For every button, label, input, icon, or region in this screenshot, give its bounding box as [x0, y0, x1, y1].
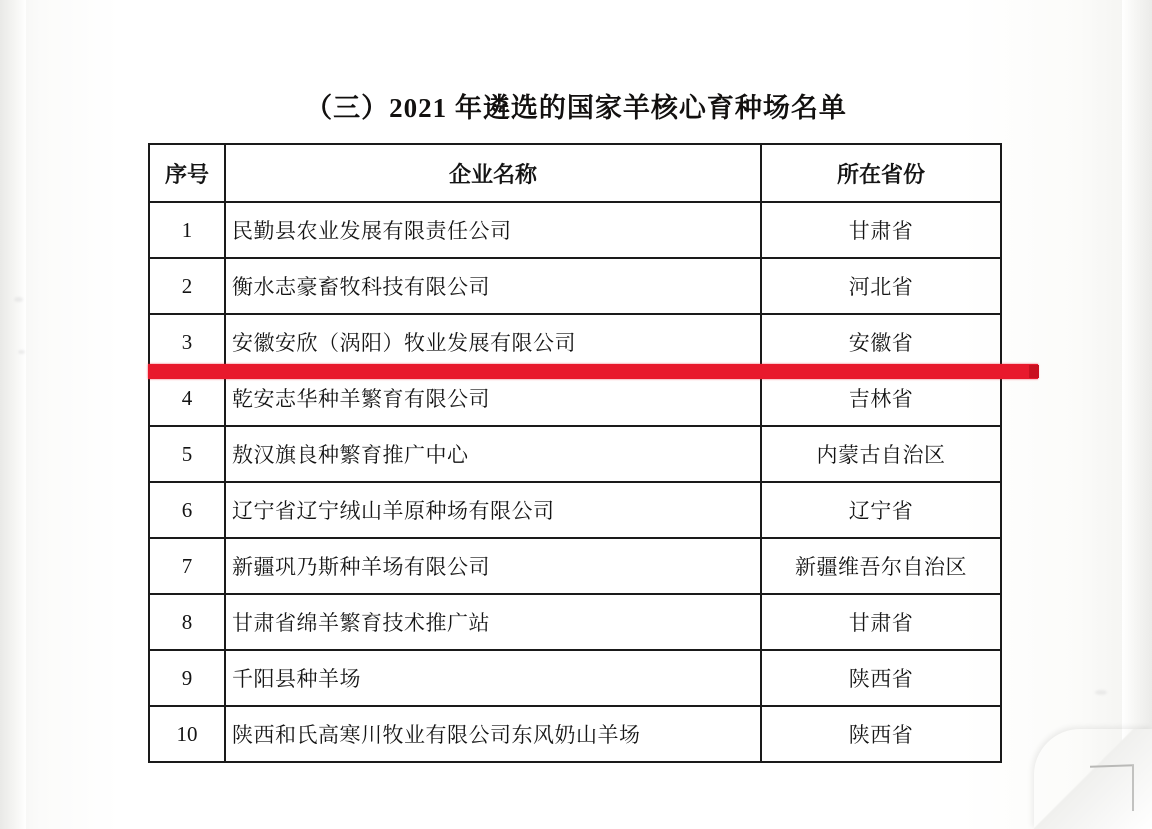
table-row — [149, 482, 1001, 538]
table-row — [149, 538, 1001, 594]
cell-company: 千阳县种羊场 — [225, 650, 761, 706]
cell-company: 辽宁省辽宁绒山羊原种场有限公司 — [225, 482, 761, 538]
cell-index: 2 — [149, 258, 225, 314]
cell-index: 1 — [149, 202, 225, 258]
page-corner-fold — [1034, 729, 1152, 829]
cell-company: 乾安志华种羊繁育有限公司 — [225, 370, 761, 426]
cell-index: 6 — [149, 482, 225, 538]
table-row — [149, 706, 1001, 762]
data-table-container — [148, 143, 1000, 763]
red-highlight-annotation — [148, 364, 1038, 379]
column-header-company: 企业名称 — [225, 144, 761, 202]
scan-smudge — [18, 350, 25, 354]
cell-company: 陕西和氏高寒川牧业有限公司东风奶山羊场 — [225, 706, 761, 762]
cell-index: 10 — [149, 706, 225, 762]
table-row — [149, 202, 1001, 258]
table-row — [149, 594, 1001, 650]
scan-smudge — [1095, 690, 1107, 695]
cell-index: 5 — [149, 426, 225, 482]
cell-province: 吉林省 — [761, 370, 1001, 426]
cell-index: 4 — [149, 370, 225, 426]
cell-province: 陕西省 — [761, 706, 1001, 762]
cell-province: 陕西省 — [761, 650, 1001, 706]
cell-company: 衡水志豪畜牧科技有限公司 — [225, 258, 761, 314]
cell-province: 内蒙古自治区 — [761, 426, 1001, 482]
cell-company: 民勤县农业发展有限责任公司 — [225, 202, 761, 258]
table-header-row — [149, 144, 1001, 202]
cell-index: 3 — [149, 314, 225, 370]
cell-company: 新疆巩乃斯种羊场有限公司 — [225, 538, 761, 594]
cell-company: 甘肃省绵羊繁育技术推广站 — [225, 594, 761, 650]
cell-province: 新疆维吾尔自治区 — [761, 538, 1001, 594]
cell-index: 7 — [149, 538, 225, 594]
corner-mark — [1132, 765, 1134, 811]
table-row — [149, 314, 1001, 370]
table-row — [149, 650, 1001, 706]
cell-province: 甘肃省 — [761, 202, 1001, 258]
column-header-province: 所在省份 — [761, 144, 1001, 202]
cell-province: 辽宁省 — [761, 482, 1001, 538]
cell-index: 9 — [149, 650, 225, 706]
cell-index: 8 — [149, 594, 225, 650]
cell-company: 敖汉旗良种繁育推广中心 — [225, 426, 761, 482]
cell-province: 安徽省 — [761, 314, 1001, 370]
farm-list-table — [148, 143, 1002, 763]
cell-province: 甘肃省 — [761, 594, 1001, 650]
cell-province: 河北省 — [761, 258, 1001, 314]
table-row — [149, 426, 1001, 482]
cell-company: 安徽安欣（涡阳）牧业发展有限公司 — [225, 314, 761, 370]
scan-smudge — [14, 297, 23, 302]
table-row — [149, 258, 1001, 314]
page-title: （三）2021 年遴选的国家羊核心育种场名单 — [305, 93, 847, 123]
column-header-index: 序号 — [149, 144, 225, 202]
